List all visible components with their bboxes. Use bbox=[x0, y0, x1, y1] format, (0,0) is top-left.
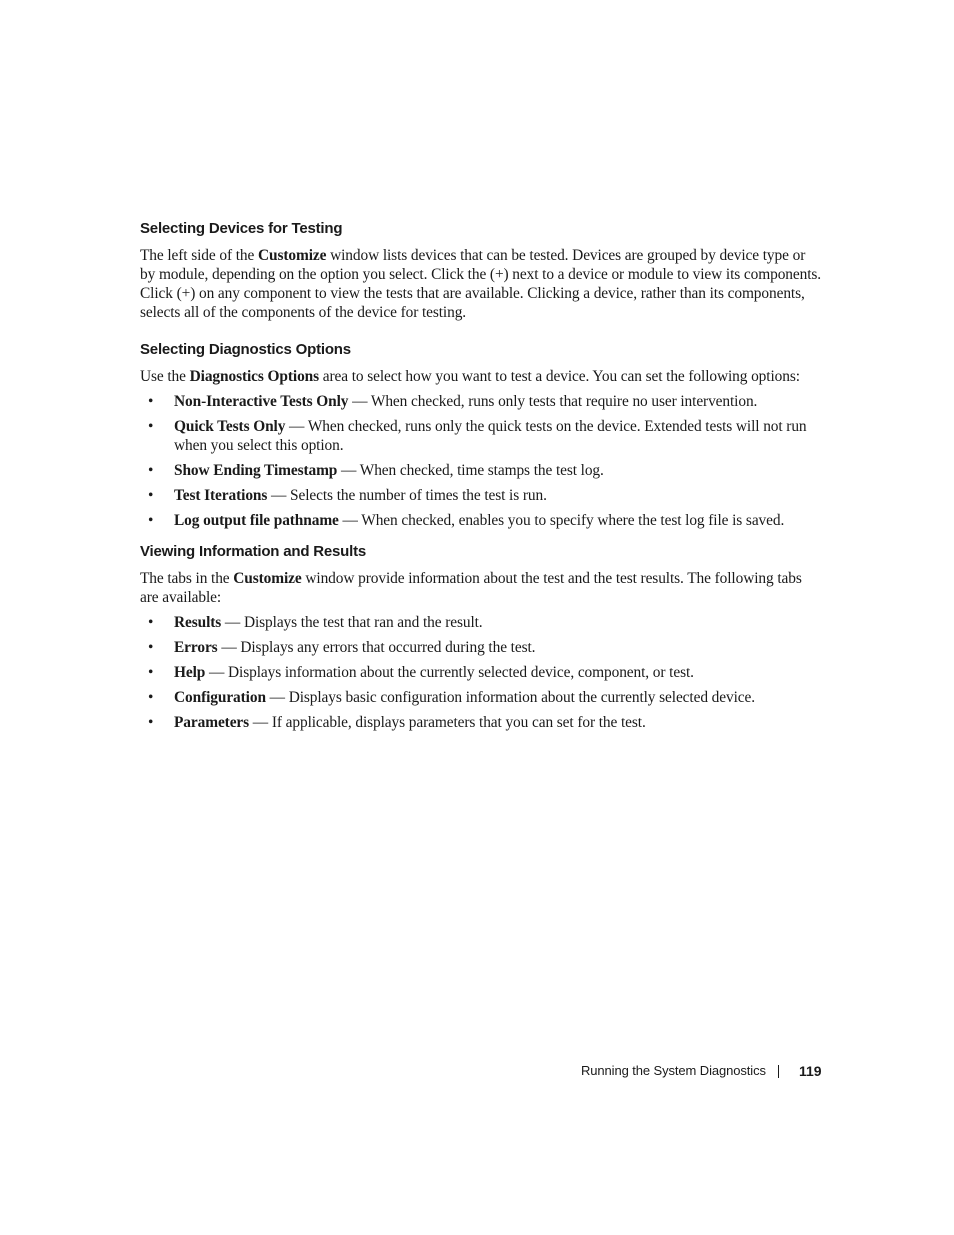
bullet-icon: • bbox=[148, 512, 154, 529]
bullet-icon: • bbox=[148, 418, 154, 435]
list-item-desc: — Displays basic configuration information about the currently selected device. bbox=[265, 689, 755, 706]
list-item bbox=[140, 713, 822, 732]
list-item-desc: — Displays the test that ran and the result. bbox=[221, 614, 483, 631]
list-item bbox=[140, 392, 822, 411]
list-item-term: Parameters bbox=[174, 714, 250, 731]
tabs-list bbox=[140, 613, 822, 732]
section-heading-diagnostics-options: Selecting Diagnostics Options bbox=[140, 341, 351, 358]
section-paragraph-viewing-results bbox=[140, 569, 822, 607]
section-heading-viewing-results: Viewing Information and Results bbox=[140, 543, 367, 560]
list-item bbox=[140, 613, 822, 632]
bullet-icon: • bbox=[148, 689, 154, 706]
bullet-icon: • bbox=[148, 714, 154, 731]
list-item-desc: — When checked, enables you to specify where the test log file is saved. bbox=[338, 512, 785, 529]
list-item-term: Show Ending Timestamp bbox=[174, 462, 338, 479]
list-item-desc: — Displays any errors that occurred during the test. bbox=[217, 639, 536, 656]
list-item-desc: — When checked, runs only the quick tests on the device. Extended tests will not run when you select this option. bbox=[174, 418, 807, 454]
list-item bbox=[140, 417, 822, 455]
list-item-desc: — If applicable, displays parameters that you can set for the test. bbox=[249, 714, 646, 731]
text-run: The left side of the bbox=[140, 247, 258, 264]
options-list bbox=[140, 392, 822, 530]
bullet-icon: • bbox=[148, 487, 154, 504]
list-item-term: Test Iterations bbox=[174, 487, 268, 504]
bullet-icon: • bbox=[148, 462, 154, 479]
list-item bbox=[140, 486, 822, 505]
footer-divider bbox=[778, 1065, 779, 1078]
text-run: Use the bbox=[140, 368, 190, 385]
bullet-icon: • bbox=[148, 664, 154, 681]
footer-chapter-title: Running the System Diagnostics bbox=[581, 1063, 766, 1078]
list-item-term: Log output file pathname bbox=[174, 512, 339, 529]
page-footer bbox=[580, 1061, 822, 1081]
section-paragraph-diagnostics-options bbox=[140, 367, 822, 386]
text-run: area to select how you want to test a device. You can set the following options: bbox=[319, 368, 800, 385]
list-item-term: Non-Interactive Tests Only bbox=[174, 393, 349, 410]
bullet-icon: • bbox=[148, 614, 154, 631]
list-item-desc: — When checked, time stamps the test log. bbox=[337, 462, 604, 479]
list-item bbox=[140, 461, 822, 480]
list-item bbox=[140, 663, 822, 682]
list-item bbox=[140, 638, 822, 657]
list-item-desc: — Displays information about the currently selected device, component, or test. bbox=[205, 664, 694, 681]
page-number: 119 bbox=[799, 1063, 822, 1079]
bold-term-customize: Customize bbox=[233, 570, 302, 587]
section-paragraph-selecting-devices bbox=[140, 246, 822, 322]
document-body bbox=[140, 219, 822, 738]
list-item-term: Quick Tests Only bbox=[174, 418, 286, 435]
list-item-term: Errors bbox=[174, 639, 218, 656]
text-run: window provide information about the test and the test results. The following tabs are available: bbox=[140, 570, 802, 606]
bold-term-customize: Customize bbox=[258, 247, 327, 264]
list-item-term: Results bbox=[174, 614, 222, 631]
bullet-icon: • bbox=[148, 639, 154, 656]
list-item-term: Configuration bbox=[174, 689, 266, 706]
bold-term-diagnostics-options: Diagnostics Options bbox=[189, 368, 320, 385]
list-item bbox=[140, 688, 822, 707]
bullet-icon: • bbox=[148, 393, 154, 410]
text-run: window lists devices that can be tested. Devices are grouped by device type or by module, depending on the option you select. Click the (+) next to a device or module to view its components. Click (+) on any component to view the tests that are available. Clicking a device, rather than its components, selects all of the components of the device for testing. bbox=[140, 247, 822, 321]
list-item-desc: — When checked, runs only tests that require no user intervention. bbox=[348, 393, 758, 410]
list-item-term: Help bbox=[174, 664, 206, 681]
list-item-desc: — Selects the number of times the test is run. bbox=[267, 487, 547, 504]
list-item bbox=[140, 511, 822, 530]
text-run: The tabs in the bbox=[140, 570, 234, 587]
section-heading-selecting-devices: Selecting Devices for Testing bbox=[140, 220, 343, 237]
